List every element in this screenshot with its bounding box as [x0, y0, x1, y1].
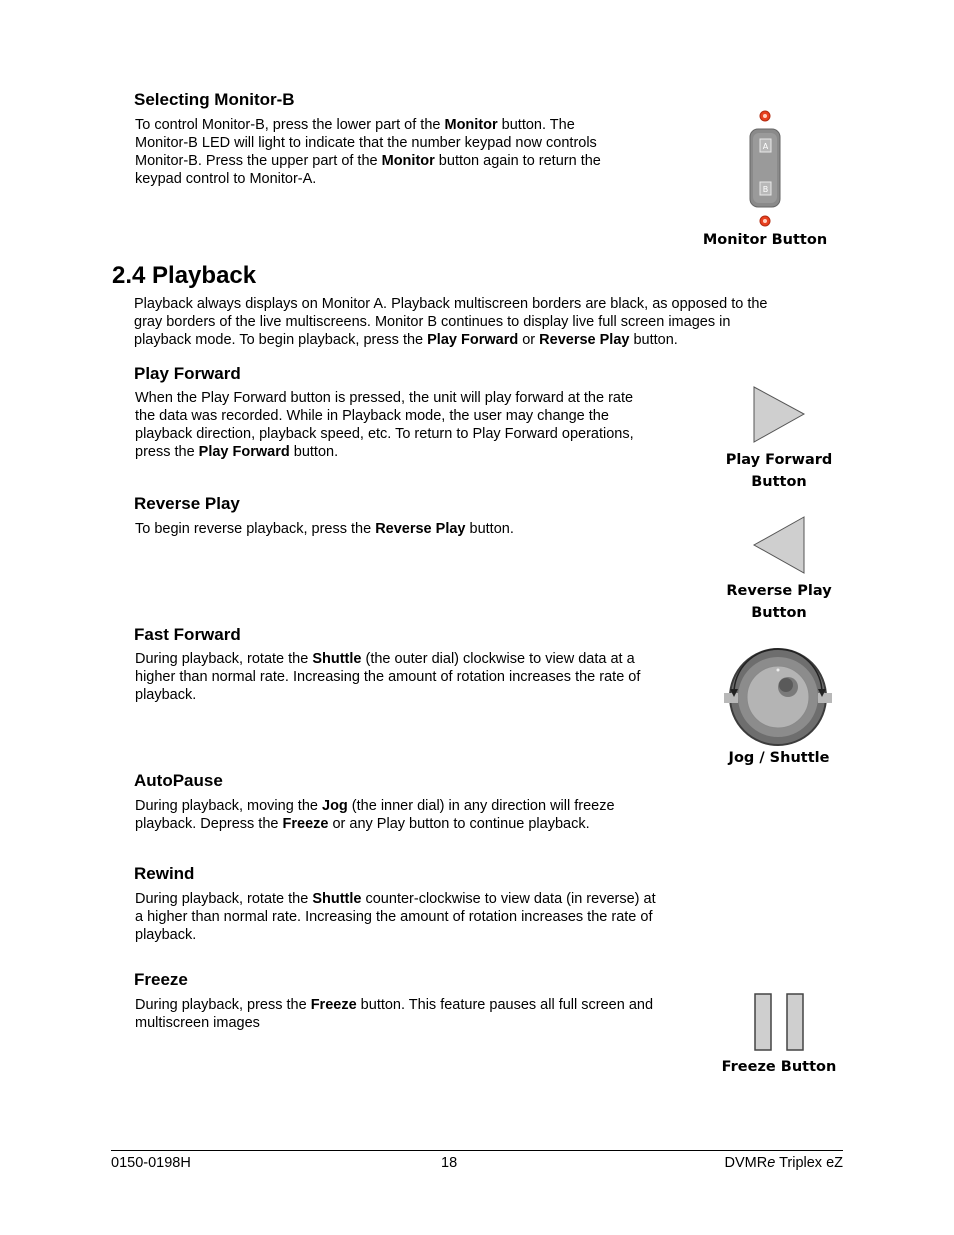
text-run: (the outer dial) clockwise to view data at a: [361, 651, 635, 667]
text-run: counter-clockwise to view data (in reverse) at: [361, 891, 656, 907]
play-forward-caption: Play Forward Button: [725, 452, 833, 490]
play-forward-icon: [752, 385, 808, 445]
text-run: Playback always displays on Monitor A. Playback multiscreen borders are black, as opposed to the: [134, 296, 768, 312]
monitor-button-caption: Monitor Button: [702, 232, 828, 248]
section-text-rewind: [135, 890, 705, 944]
text-run: Monitor-B. Press the upper part of the: [135, 153, 382, 169]
text-run: playback mode. To begin playback, press the: [134, 332, 428, 348]
text-run: a higher than normal rate. Increasing the amount of rotation increases the rate of: [135, 909, 653, 925]
monitor-a-label: A: [762, 142, 769, 151]
text-run: playback.: [135, 927, 197, 943]
emphasis-text: Monitor: [444, 117, 498, 133]
text-run: or: [518, 332, 540, 348]
footer-product-prefix: DVMR: [724, 1155, 768, 1171]
section-heading-reverse-play: Reverse Play: [134, 494, 240, 513]
section-heading-rewind: Rewind: [134, 864, 195, 883]
section-heading-playback: 2.4 Playback: [112, 262, 257, 289]
reverse-play-caption: Reverse Play Button: [726, 583, 832, 621]
freeze-button-icon: [753, 993, 807, 1053]
text-run: button.: [289, 444, 339, 460]
reverse-play-icon: [752, 515, 808, 575]
jog-shuttle-caption: Jog / Shuttle: [728, 750, 830, 766]
text-run: button.: [465, 521, 514, 537]
text-run: (the inner dial) in any direction will freeze: [347, 798, 615, 814]
text-run: press the: [135, 444, 199, 460]
text-run: multiscreen images: [135, 1015, 260, 1031]
section-heading-freeze: Freeze: [134, 970, 188, 989]
emphasis-text: Play Forward: [427, 332, 519, 348]
freeze-button-caption: Freeze Button: [721, 1059, 837, 1075]
emphasis-text: Reverse Play: [539, 332, 630, 348]
text-run: button again to return the: [434, 153, 601, 169]
text-run: the data was recorded. While in Playback mode, the user may change the: [135, 408, 609, 424]
footer-product-italic: e: [767, 1155, 776, 1171]
text-run: higher than normal rate. Increasing the amount of rotation increases the rate of: [135, 669, 641, 685]
footer-rule: [111, 1150, 843, 1151]
emphasis-text: Shuttle: [312, 651, 362, 667]
emphasis-text: Monitor: [381, 153, 435, 169]
emphasis-text: Shuttle: [312, 891, 362, 907]
footer-product-suffix: Triplex eZ: [775, 1155, 843, 1171]
emphasis-text: Freeze: [310, 997, 357, 1013]
section-heading-autopause: AutoPause: [134, 771, 223, 790]
emphasis-text: Reverse Play: [375, 521, 466, 537]
section-text-play-forward: [135, 389, 705, 461]
footer-doc-number: 0150-0198H: [111, 1155, 191, 1171]
text-run: keypad control to Monitor-A.: [135, 171, 317, 187]
text-run: When the Play Forward button is pressed, the unit will play forward at the rate: [135, 390, 634, 406]
text-run: playback.: [135, 687, 197, 703]
text-run: During playback, moving the: [135, 798, 322, 814]
footer-product-name: [725, 1155, 843, 1171]
section-text-reverse-play: [135, 520, 705, 538]
text-run: playback direction, playback speed, etc. To return to Play Forward operations,: [135, 426, 634, 442]
text-run: button. This feature pauses all full screen and: [356, 997, 654, 1013]
section-text-autopause: [135, 797, 705, 833]
text-run: gray borders of the live multiscreens. Monitor B continues to display live full screen images in: [134, 314, 731, 330]
monitor-button-icon: [745, 108, 785, 230]
section-heading-fast-forward: Fast Forward: [134, 625, 241, 644]
monitor-b-label: B: [762, 185, 769, 194]
section-text-freeze: [135, 996, 705, 1032]
emphasis-text: Freeze: [282, 816, 329, 832]
section-text-playback: [134, 295, 834, 349]
text-run: During playback, press the: [135, 997, 311, 1013]
text-run: To begin reverse playback, press the: [135, 521, 376, 537]
section-text-monitor-b: [135, 116, 705, 188]
footer-page-number: 18: [441, 1155, 458, 1171]
text-run: playback. Depress the: [135, 816, 283, 832]
emphasis-text: Play Forward: [198, 444, 290, 460]
text-run: button.: [629, 332, 678, 348]
section-heading-play-forward: Play Forward: [134, 364, 241, 383]
text-run: During playback, rotate the: [135, 651, 313, 667]
section-heading-monitor-b: Selecting Monitor-B: [134, 90, 295, 109]
jog-shuttle-icon: [720, 645, 836, 747]
text-run: To control Monitor-B, press the lower part of the: [135, 117, 445, 133]
text-run: button. The: [497, 117, 575, 133]
section-text-fast-forward: [135, 650, 705, 704]
text-run: Monitor-B LED will light to indicate that the number keypad now controls: [135, 135, 597, 151]
text-run: During playback, rotate the: [135, 891, 313, 907]
emphasis-text: Jog: [322, 798, 348, 814]
text-run: or any Play button to continue playback.: [328, 816, 590, 832]
